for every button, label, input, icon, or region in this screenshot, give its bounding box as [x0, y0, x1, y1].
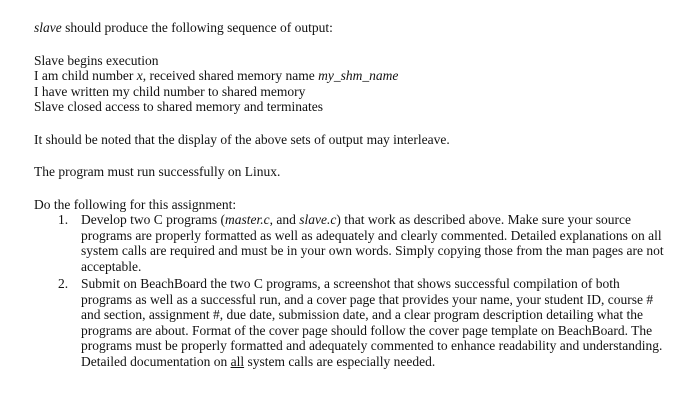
intro-sentence: [34, 20, 674, 36]
list-item-number: 2.: [58, 276, 69, 291]
slave-file: slave.c: [299, 212, 337, 227]
all-word: all: [230, 353, 245, 369]
list-item: [34, 212, 674, 274]
slave-word: slave: [34, 20, 62, 35]
intro-text: should produce the following sequence of output:: [61, 20, 333, 35]
list-item-number: 1.: [58, 212, 69, 227]
output-line-3: I have written my child number to shared memory: [34, 83, 306, 99]
item1-text-a: Develop two C programs (: [81, 212, 225, 227]
assignment-list: [34, 212, 674, 369]
output-line-1: Slave begins execution: [34, 52, 159, 68]
item2-text-a: Submit on BeachBoard the two C programs, a screenshot that shows successful compilation of both programs as well as a successful run, and a cover page that provides your name, your student ID, course # and section, assignment #, due date, submission date, and a clear program description detailing what the programs are about. Format of the cover page should follow the cover page template on BeachBoard. The programs must be properly formatted and adequately commented to enhance readability and understanding. Detailed documentation on: [81, 276, 663, 369]
note-interleave: It should be noted that the display of the above sets of output may interleave.: [34, 131, 450, 147]
output-line-2-text-a: I am child number: [34, 68, 137, 83]
output-sequence: [34, 53, 674, 115]
item2-text-b: system calls are especially needed.: [244, 353, 436, 369]
output-line-2-text-b: , received shared memory name: [142, 68, 319, 83]
master-file: master.c: [224, 212, 270, 227]
output-line-2: [34, 68, 674, 84]
item1-text-c: ) that work as described above. Make sure your source programs are properly formatted as well as adequately and clearly commented. Detailed explanations on all system calls are required and must be in your own words. Simply copying those from the man pages are not acceptable.: [81, 212, 664, 274]
item1-text-b: , and: [269, 212, 300, 227]
output-line-4: Slave closed access to shared memory and terminates: [34, 99, 324, 114]
shm-name-var: my_shm_name: [318, 68, 399, 83]
document-body: [34, 20, 674, 369]
child-number-var: x: [136, 68, 143, 83]
note-linux: The program must run successfully on Linux.: [34, 164, 281, 179]
list-item: [34, 276, 674, 369]
assignment-heading: Do the following for this assignment:: [34, 196, 237, 212]
